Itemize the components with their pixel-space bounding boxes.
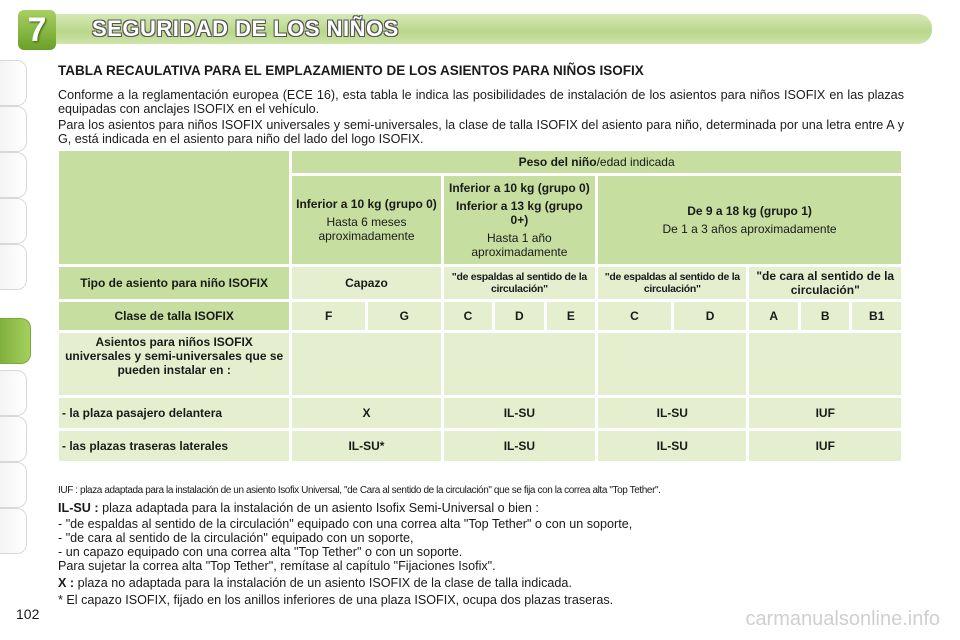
section-title: TABLA RECAULATIVA PARA EL EMPLAZAMIENTO DE LOS ASIENTOS PARA NIÑOS ISOFIX (58, 63, 644, 78)
chapter-tab[interactable] (0, 244, 27, 290)
table-cell: IUF (749, 398, 901, 428)
table-cell: IL-SU (444, 431, 595, 461)
page-title: SEGURIDAD DE LOS NIÑOS (92, 16, 399, 41)
install-spacer (292, 333, 440, 395)
seat-type-label: Tipo de asiento para niño ISOFIX (59, 267, 289, 299)
chapter-tab[interactable] (0, 370, 27, 416)
table-cell: X (292, 398, 440, 428)
size-class-cell: B (801, 302, 849, 330)
corner-cell (59, 151, 289, 264)
ilsu-text: plaza adaptada para la instalación de un asiento Isofix Semi-Universal o bien : (102, 501, 539, 515)
ilsu-note (58, 501, 918, 515)
chapter-tab[interactable] (0, 416, 27, 462)
chapter-tab-active[interactable] (0, 318, 31, 364)
row-label-front: - la plaza pasajero delantera (59, 398, 289, 428)
group-1-header: De 9 a 18 kg (grupo 1) De 1 a 3 años aproximadamente (598, 176, 901, 264)
chapter-tab[interactable] (0, 462, 27, 508)
table-cell: IL-SU (598, 431, 746, 461)
x-note (58, 576, 918, 590)
chapter-tab[interactable] (0, 106, 27, 152)
size-class-cell: C (444, 302, 492, 330)
row-label-rear: - las plazas traseras laterales (59, 431, 289, 461)
size-class-label: Clase de talla ISOFIX (59, 302, 289, 330)
seat-type-capazo: Capazo (292, 267, 440, 299)
x-text: plaza no adaptada para la instalación de un asiento ISOFIX de la clase de talla indicada. (77, 576, 572, 590)
ilsu-item: - un capazo equipado con una correa alta "Top Tether" o con un soporte. (58, 545, 463, 559)
star-note: * El capazo ISOFIX, fijado en los anillos inferiores de una plaza ISOFIX, ocupa dos plazas traseras. (58, 593, 614, 607)
table-cell: IL-SU (598, 398, 746, 428)
size-class-cell: G (368, 302, 441, 330)
ilsu-item: - "de espaldas al sentido de la circulación" equipado con una correa alta "Top Tether" o con un soporte, (58, 517, 633, 531)
isofix-table (56, 148, 904, 464)
size-class-cell: A (749, 302, 797, 330)
x-title: X : (58, 576, 75, 590)
size-class-cell: B1 (852, 302, 901, 330)
size-class-cell: C (598, 302, 671, 330)
watermark: carmanualsonline.info (745, 608, 940, 630)
seat-type-rear-facing: "de espaldas al sentido de la circulación" (598, 267, 746, 299)
group-0-header: Inferior a 10 kg (grupo 0) Hasta 6 meses aproximadamente (292, 176, 440, 264)
install-spacer (749, 333, 901, 395)
install-spacer (444, 333, 595, 395)
size-class-cell: D (495, 302, 543, 330)
chapter-number: 7 (18, 10, 56, 50)
chapter-tabs (0, 60, 30, 580)
intro-paragraph-2: Para los asientos para niños ISOFIX universales y semi-universales, la clase de talla ISOFIX del asiento para niño, determinada por una letra entre A y G, está indicada en el asiento para niño del lado del logo ISOFIX. (58, 118, 904, 146)
ilsu-item: - "de cara al sentido de la circulación" equipado con un soporte, (58, 531, 414, 545)
install-label: Asientos para niños ISOFIX universales y semi-universales que se pueden instalar en : (59, 333, 289, 395)
group-0plus-header: Inferior a 10 kg (grupo 0) Inferior a 13 kg (grupo 0+) Hasta 1 año aproximadamente (444, 176, 595, 264)
install-spacer (598, 333, 746, 395)
weight-header: Peso del niño/edad indicada (292, 151, 901, 173)
seat-type-rear-facing: "de espaldas al sentido de la circulación" (444, 267, 595, 299)
ilsu-title: IL-SU : (58, 501, 99, 515)
chapter-tab[interactable] (0, 198, 27, 244)
chapter-tab[interactable] (0, 60, 27, 106)
table-cell: IUF (749, 431, 901, 461)
size-class-cell: E (547, 302, 595, 330)
tether-note: Para sujetar la correa alta "Top Tether", remítase al capítulo "Fijaciones Isofix". (58, 559, 496, 573)
size-class-cell: F (292, 302, 365, 330)
chapter-tab[interactable] (0, 508, 27, 554)
chapter-tab[interactable] (0, 152, 27, 198)
table-cell: IL-SU* (292, 431, 440, 461)
seat-type-forward-facing: "de cara al sentido de la circulación" (749, 267, 901, 299)
iuf-note: IUF : plaza adaptada para la instalación de un asiento Isofix Universal, "de Cara al sentido de la circulación" que se fija con la correa alta "Top Tether". (58, 485, 661, 496)
intro-paragraph-1: Conforme a la reglamentación europea (ECE 16), esta tabla le indica las posibilidades de instalación de los asientos para niños ISOFIX en las plazas equipadas con anclajes ISOFIX en el vehículo. (58, 88, 904, 116)
page-number: 102 (16, 606, 40, 622)
size-class-cell: D (674, 302, 747, 330)
table-cell: IL-SU (444, 398, 595, 428)
